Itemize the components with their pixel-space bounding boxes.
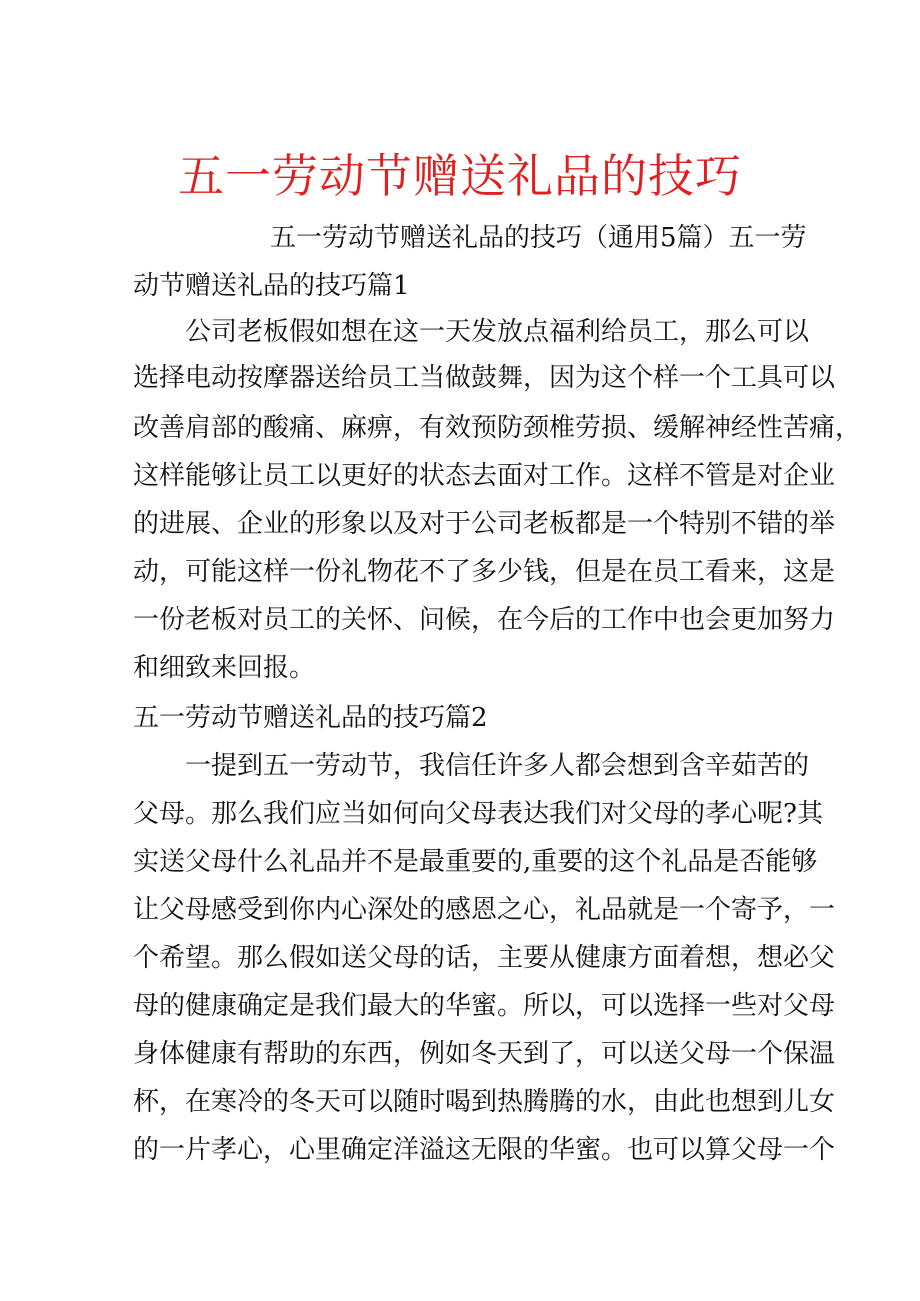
paragraph-line: 杯，在寒冷的冬天可以随时喝到热腾腾的水，由此也想到儿女 [133, 1087, 836, 1117]
paragraph-line: 改善肩部的酸痛、麻痹，有效预防颈椎劳损、缓解神经性苦痛， [133, 413, 862, 443]
paragraph-line: 母的健康确定是我们最大的华蜜。所以，可以选择一些对父母 [133, 991, 836, 1021]
section2-heading [133, 694, 488, 742]
section1-line-5 [133, 500, 836, 548]
section1-line-3 [133, 404, 862, 452]
section1-line-4 [133, 452, 836, 500]
paragraph-line: 的进展、企业的形象以及对于公司老板都是一个特别不错的举 [133, 509, 836, 539]
paragraph-line: 动，可能这样一份礼物花不了多少钱，但是在员工看来，这是 [133, 557, 836, 587]
section1-line-7 [133, 596, 836, 644]
paragraph-line: 公司老板假如想在这一天发放点福利给员工，那么可以 [185, 317, 810, 347]
paragraph-line: 让父母感受到你内心深处的感恩之心，礼品就是一个寄予，一 [133, 895, 836, 925]
paragraph-line: 实送父母什么礼品并不是最重要的,重要的这个礼品是否能够 [133, 847, 818, 877]
paragraph-line: 身体健康有帮助的东西，例如冬天到了，可以送父母一个保温 [133, 1039, 836, 1069]
section2-line-9 [133, 1126, 836, 1174]
document-title: 五一劳动节赠送礼品的技巧 [178, 149, 742, 203]
intro-text-1: 五一劳动节赠送礼品的技巧（通用5篇）五一劳 [270, 223, 807, 253]
intro-line-1 [270, 214, 807, 262]
section1-line-8 [133, 644, 315, 692]
section2-line-3 [133, 838, 818, 886]
section2-line-6 [133, 982, 836, 1030]
section2-line-2 [133, 790, 823, 838]
paragraph-line: 和细致来回报。 [133, 653, 316, 683]
intro-text-2: 动节赠送礼品的技巧篇1 [133, 271, 410, 301]
section2-line-7 [133, 1030, 836, 1078]
section1-line-2 [133, 354, 836, 402]
paragraph-line: 一份老板对员工的关怀、问候，在今后的工作中也会更加努力 [133, 605, 836, 635]
section2-line-4 [133, 886, 836, 934]
paragraph-line: 个希望。那么假如送父母的话，主要从健康方面着想，想必父 [133, 943, 836, 973]
paragraph-line: 的一片孝心，心里确定洋溢这无限的华蜜。也可以算父母一个 [133, 1135, 836, 1165]
intro-line-2 [133, 262, 410, 310]
section-heading-text: 五一劳动节赠送礼品的技巧篇2 [133, 703, 488, 733]
paragraph-line: 选择电动按摩器送给员工当做鼓舞，因为这个样一个工具可以 [133, 363, 836, 393]
section2-line-5 [133, 934, 836, 982]
paragraph-line: 一提到五一劳动节，我信任许多人都会想到含辛茹苦的 [185, 751, 810, 781]
section2-line-1 [185, 742, 809, 790]
paragraph-line: 父母。那么我们应当如何向父母表达我们对父母的孝心呢?其 [133, 799, 823, 829]
section2-line-8 [133, 1078, 836, 1126]
paragraph-line: 这样能够让员工以更好的状态去面对工作。这样不管是对企业 [133, 461, 836, 491]
section1-line-1 [185, 308, 809, 356]
section1-line-6 [133, 548, 836, 596]
